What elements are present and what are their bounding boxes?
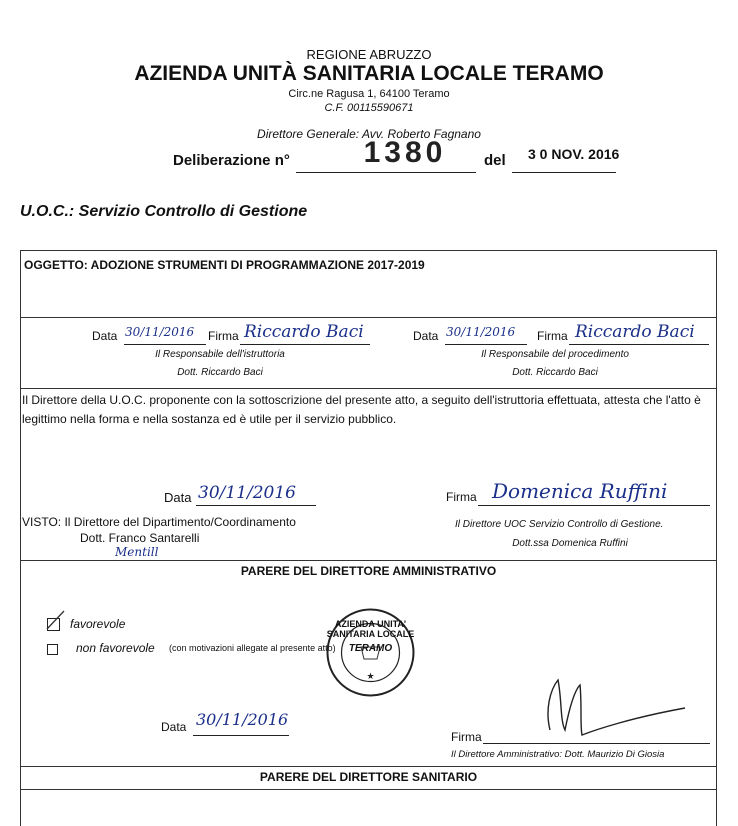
left-role: Il Responsabile dell'istruttoria — [155, 349, 285, 360]
admin-date-value: 30/11/2016 — [196, 710, 289, 729]
tax-code: C.F. 00115590671 — [324, 102, 414, 114]
favorable-checkbox[interactable] — [47, 618, 60, 631]
region-label: REGIONE ABRUZZO — [306, 47, 432, 62]
del-label: del — [484, 152, 506, 169]
left-date-value: 30/11/2016 — [125, 325, 195, 339]
divider — [20, 317, 717, 318]
delib-date: 3 0 NOV. 2016 — [528, 146, 620, 162]
director-firma-label: Firma — [446, 490, 477, 504]
unfavorable-checkbox[interactable] — [47, 644, 58, 655]
director-role: Il Direttore UOC Servizio Controllo di Gestione. — [455, 519, 664, 530]
unit-title: U.O.C.: Servizio Controllo di Gestione — [20, 203, 308, 220]
delib-label: Deliberazione n° — [173, 152, 290, 169]
admin-role: Il Direttore Amministrativo: Dott. Maurizio Di Giosia — [451, 749, 665, 760]
divider — [20, 388, 717, 389]
left-firma-label: Firma — [208, 329, 239, 343]
stamp-center: TERAMO — [348, 643, 393, 654]
sanitary-section-title: PARERE DEL DIRETTORE SANITARIO — [259, 770, 478, 784]
divider — [20, 789, 717, 790]
admin-section-title: PARERE DEL DIRETTORE AMMINISTRATIVO — [240, 564, 497, 578]
left-date-label: Data — [92, 329, 118, 343]
right-role: Il Responsabile del procedimento — [481, 349, 629, 360]
visto-signature: Mentill — [115, 545, 159, 559]
stamp-text: AZIENDA UNITA' SANITARIA LOCALE — [326, 619, 415, 639]
admin-signature — [520, 670, 700, 745]
left-signature: Riccardo Baci — [244, 322, 364, 342]
director-general: Direttore Generale: Avv. Roberto Fagnano — [257, 127, 481, 141]
divider — [20, 560, 717, 561]
svg-text:★: ★ — [366, 671, 375, 681]
unfavorable-label: non favorevole — [76, 641, 155, 655]
director-name: Dott.ssa Domenica Ruffini — [512, 538, 628, 549]
attestation-text: Il Direttore della U.O.C. proponente con la sottoscrizione del presente atto, a seguito dell'istruttoria effettuata, attesta che l'atto è legittimo nella forma e nella sostanza ed è utile per il servizio pubblico. — [22, 393, 701, 426]
delib-number: 1380 — [363, 136, 447, 169]
agency-address: Circ.ne Ragusa 1, 64100 Teramo — [288, 88, 450, 100]
right-name: Dott. Riccardo Baci — [512, 367, 598, 378]
director-date-label: Data — [164, 490, 192, 505]
agency-title: AZIENDA UNITÀ SANITARIA LOCALE TERAMO — [134, 62, 604, 85]
right-signature: Riccardo Baci — [575, 322, 695, 342]
director-signature: Domenica Ruffini — [492, 479, 668, 503]
admin-date-label: Data — [161, 720, 187, 734]
right-date-value: 30/11/2016 — [446, 325, 516, 339]
official-stamp — [325, 607, 416, 698]
visto-name: Dott. Franco Santarelli — [80, 531, 200, 545]
right-date-label: Data — [413, 329, 439, 343]
left-name: Dott. Riccardo Baci — [177, 367, 263, 378]
subject: OGGETTO: ADOZIONE STRUMENTI DI PROGRAMMAZIONE 2017-2019 — [24, 258, 425, 272]
favorable-label: favorevole — [70, 617, 126, 631]
unfavorable-note: (con motivazioni allegate al presente atto) — [169, 643, 336, 653]
visto-label: VISTO: Il Direttore del Dipartimento/Coordinamento — [22, 515, 296, 529]
director-date-value: 30/11/2016 — [198, 483, 296, 503]
admin-firma-label: Firma — [451, 730, 482, 744]
right-firma-label: Firma — [537, 329, 568, 343]
divider — [20, 766, 717, 767]
